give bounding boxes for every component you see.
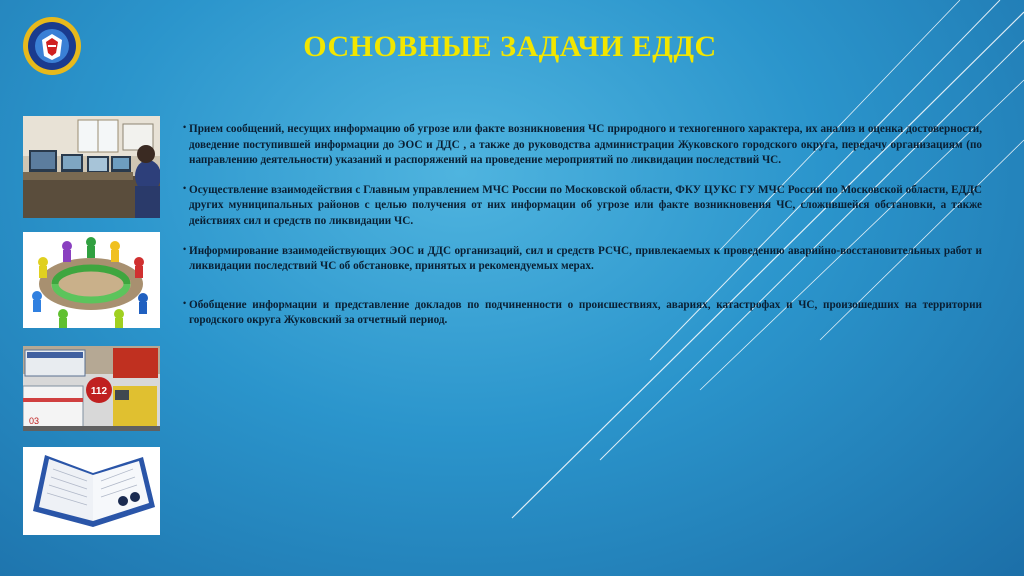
list-item (186, 122, 982, 169)
bullet-text: • Прием сообщений, несущих информацию об угрозе или факте возникновения ЧС природного и техногенного характера, их анализ и оценка достоверности, доведение поступившей информации до ЭОС и ДДС , а также до руководства администрации Жуковского городского округа, передачу организациям (по направлению деятельности) указаний и распоряжений на проведение мероприятий по ликвидации последствий ЧС. (189, 123, 982, 167)
list-item (186, 183, 982, 230)
tasks-list (186, 122, 982, 329)
bullet-text: • Обобщение информации и представление докладов по подчиненности о происшествиях, авариях, катастрофах и ЧС, произошедших на территории городского округа Жуковский за отчетный период. (189, 298, 982, 327)
operator-office-photo (23, 116, 160, 218)
bullet-text: • Информирование взаимодействующих ЭОС и ДДС организаций, сил и средств РСЧС, привлекаемых к проведению аварийно-восстановительных работ и ликвидации последствий ЧС об обстановке, принятых и рекомендуемых мерах. (189, 244, 982, 273)
list-item (186, 244, 982, 275)
round-table-figures-picture (23, 232, 160, 328)
svg-text:03: 03 (29, 416, 40, 426)
page-title: ОСНОВНЫЕ ЗАДАЧИ ЕДДС (303, 30, 717, 63)
badge-112: 112 (90, 386, 108, 397)
open-book-picture (23, 447, 160, 535)
list-item (186, 298, 982, 329)
bullet-text: • Осуществление взаимодействия с Главным управлением МЧС России по Московской области, ФКУ ЦУКС ГУ МЧС России по Московской области, ЕДДС других муниципальных районов с целью получения от них информации об угрозе или факте возникновения ЧС, сложившейся обстановки, а также действиях сил и средств по ликвидации ЧС. (189, 183, 982, 227)
emblem-icon (22, 16, 82, 76)
emergency-vehicles-112-photo (23, 346, 160, 431)
